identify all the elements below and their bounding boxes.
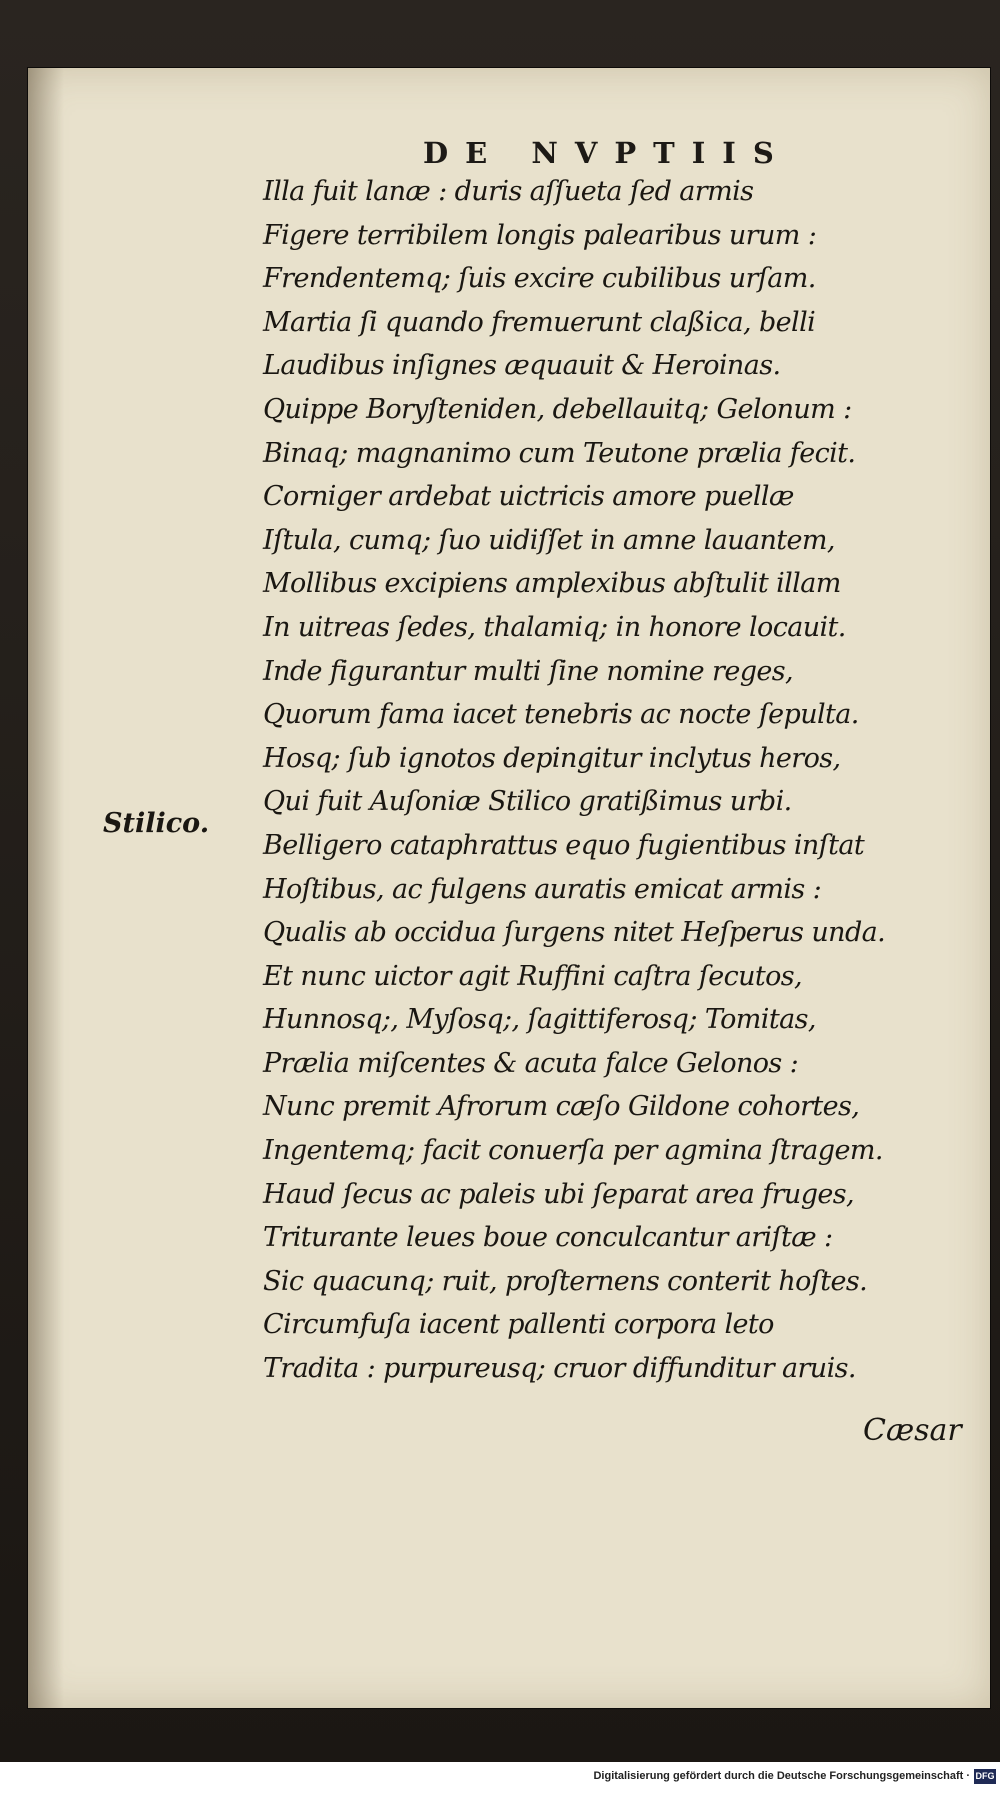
verse-line: Et nunc uictor agit Ruffini caſtra ſecutos,	[263, 960, 803, 992]
verse-line: Belligero cataphrattus equo fugientibus inſtat	[263, 829, 865, 861]
verse-line: Tradita : purpureusq; cruor diffunditur aruis.	[263, 1353, 856, 1385]
verse-line: Circumfuſa iacent pallenti corpora leto	[263, 1309, 774, 1341]
verse-line: Hosq; ſub ignotos depingitur inclytus heros,	[263, 742, 841, 774]
verse-line: Hoſtibus, ac fulgens auratis emicat armis :	[263, 873, 822, 905]
verse-line: Mollibus excipiens amplexibus abſtulit illam	[263, 568, 841, 600]
page-gutter-shadow	[28, 68, 64, 1708]
verse-line: Corniger ardebat uictricis amore puellæ	[263, 481, 794, 513]
catchword: Cæsar	[863, 1413, 962, 1448]
verse-line: Martia ſi quando fremuerunt claßica, belli	[263, 306, 816, 338]
footer-credit: Digitalisierung gefördert durch die Deutsche Forschungsgemeinschaft ·	[593, 1770, 970, 1782]
verse-line: Illa fuit lanæ : duris aſſueta ſed armis	[263, 176, 754, 207]
verse-line: Frendentemq; ſuis excire cubilibus urſam.	[263, 263, 816, 295]
verse-line: Figere terribilem longis palearibus urum :	[263, 219, 817, 251]
verse-line: Inde figurantur multi ſine nomine reges,	[263, 655, 794, 687]
running-head: DE NVPTIIS	[423, 136, 791, 170]
verse-line: Binaq; magnanimo cum Teutone prælia fecit.	[263, 437, 856, 469]
verse-line: Prælia miſcentes & acuta falce Gelonos :	[263, 1047, 799, 1079]
verse-line: Qualis ab occidua ſurgens nitet Heſperus unda.	[263, 917, 886, 949]
verse-line: Ingentemq; facit conuerſa per agmina ſtragem.	[263, 1135, 883, 1167]
verse-block	[263, 170, 885, 1391]
verse-line: Quippe Boryſteniden, debellauitq; Gelonum :	[263, 393, 852, 425]
margin-note: Stilico.	[103, 808, 210, 839]
verse-line: Laudibus inſignes æquauit & Heroinas.	[263, 350, 781, 382]
verse-line: Hunnosq;, Myſosq;, ſagittiferosq; Tomitas,	[263, 1004, 816, 1036]
verse-line: Quorum fama iacet tenebris ac nocte ſepulta.	[263, 699, 859, 731]
verse-line: Sic quacunq; ruit, proſternens conterit hoſtes.	[263, 1265, 868, 1297]
verse-line: In uitreas ſedes, thalamiq; in honore locauit.	[263, 611, 846, 643]
verse-line: Triturante leues boue conculcantur ariſtæ :	[263, 1222, 833, 1254]
verse-line: Haud ſecus ac paleis ubi ſeparat area fruges,	[263, 1178, 855, 1210]
verse-line: Iſtula, cumq; ſuo uidiſſet in amne lauantem,	[263, 524, 835, 556]
dfg-logo-icon: DFG	[974, 1769, 996, 1784]
verse-line: Nunc premit Afrorum cæſo Gildone cohortes,	[263, 1091, 860, 1123]
verse-line: Qui fuit Auſoniæ Stilico gratißimus urbi.	[263, 786, 792, 818]
book-page	[28, 68, 990, 1708]
digitization-footer	[0, 1762, 1000, 1794]
